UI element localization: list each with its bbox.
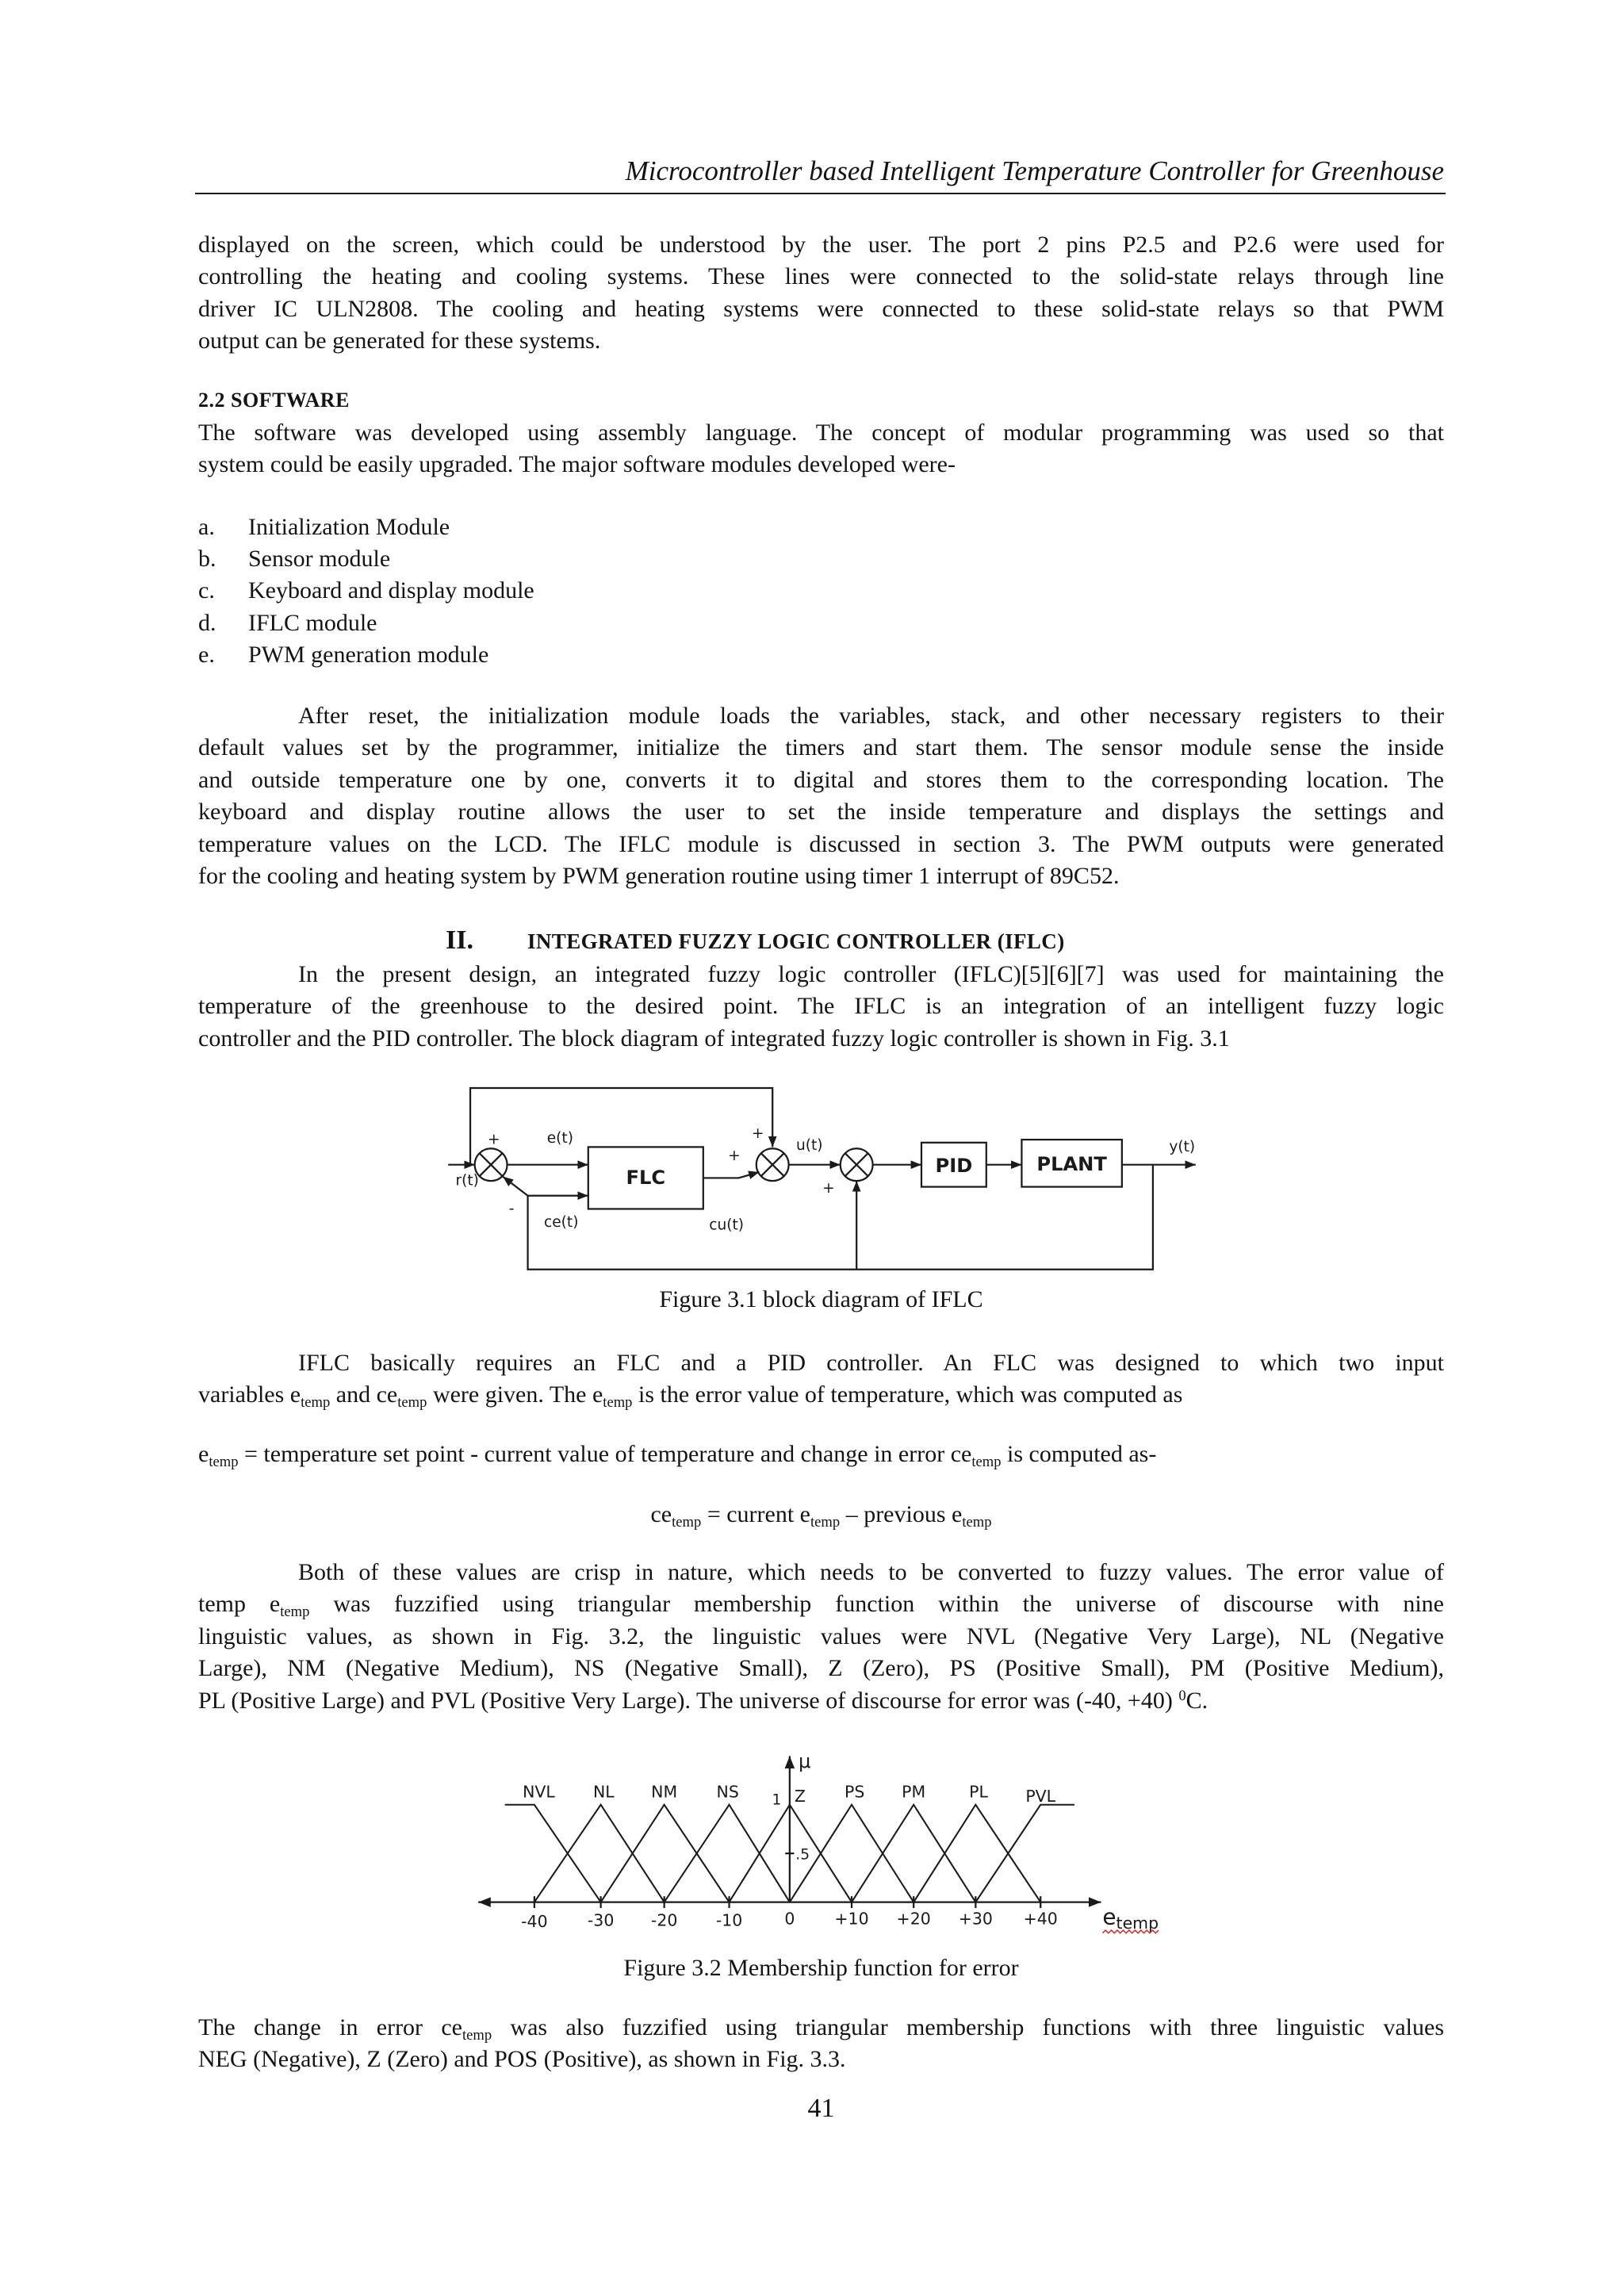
page-number: 41 — [807, 2094, 835, 2123]
text-segment: PL (Positive Large) and PVL (Positive Very Large). The universe of discourse for error was (-40, +40) — [198, 1687, 1179, 1714]
membership-pm — [852, 1805, 975, 1902]
plant-block-label: PLANT — [1036, 1153, 1107, 1176]
list-item — [198, 543, 1444, 575]
paragraph-line: default values set by the programmer, initialize the timers and start them. The sensor module sense the inside — [198, 734, 1444, 761]
paragraph-line: Large), NM (Negative Medium), NS (Negative Small), Z (Zero), PS (Positive Small), PM (Positive Medium), — [198, 1655, 1444, 1682]
list-label: Sensor module — [248, 546, 391, 573]
paragraph-line: displayed on the screen, which could be understood by the user. The port 2 pins P2.5 and P2.6 were used for — [198, 232, 1444, 258]
flc-output-label: cu(t) — [709, 1216, 745, 1234]
paragraph-line — [198, 1685, 1444, 1717]
list-marker: e. — [198, 641, 215, 668]
list-marker: b. — [198, 546, 216, 573]
text-segment: and ce — [330, 1381, 398, 1408]
membership-function-figure — [469, 1747, 1170, 1942]
text-segment: variables e — [198, 1381, 301, 1408]
x-tick-label: -30 — [587, 1910, 615, 1930]
paragraph — [198, 959, 1444, 1055]
list-marker: d. — [198, 609, 216, 636]
feedback-to-junction-1 — [503, 1177, 528, 1196]
paragraph-line — [198, 2012, 1444, 2044]
membership-pl — [914, 1805, 1040, 1902]
text-segment: = current e — [701, 1501, 810, 1527]
y-value-one: 1 — [772, 1791, 782, 1809]
text-segment: = temperature set point - current value of temperature and change in error ce — [238, 1441, 972, 1467]
x-tick-label: 0 — [784, 1909, 795, 1929]
plus-sign: + — [751, 1125, 764, 1143]
membership-nm — [601, 1805, 730, 1902]
plus-sign: + — [728, 1148, 741, 1165]
paragraph-line: The software was developed using assembly language. The concept of modular programming was used so that — [198, 420, 1444, 446]
paragraph-line: system could be easily upgraded. The major software modules developed were- — [198, 451, 956, 478]
set-label: PL — [969, 1782, 988, 1802]
paragraph-line: linguistic values, as shown in Fig. 3.2, the linguistic values were NVL (Negative Very Large), NL (Negative — [198, 1623, 1444, 1649]
list-item — [198, 607, 1444, 639]
x-tick-label: +40 — [1023, 1909, 1058, 1929]
block-diagram-figure — [443, 1078, 1211, 1277]
paragraph-line: keyboard and display routine allows the user to set the inside temperature and displays the settings and — [198, 799, 1444, 826]
list-item — [198, 511, 1444, 543]
y-value-half: .5 — [795, 1846, 810, 1864]
control-signal-label: u(t) — [795, 1137, 823, 1155]
running-title: Microcontroller based Intelligent Temperature Controller for Greenhouse — [625, 155, 1444, 186]
x-tick-label: -20 — [650, 1910, 678, 1930]
paragraph-line: controlling the heating and cooling systems. These lines were connected to the solid-state relays through line — [198, 263, 1444, 290]
paragraph-line: driver IC ULN2808. The cooling and heating systems were connected to these solid-state relays so that PWM — [198, 295, 1444, 322]
section-title: INTEGRATED FUZZY LOGIC CONTROLLER (IFLC) — [527, 929, 1065, 953]
set-label: NM — [651, 1782, 678, 1802]
output-signal-label: y(t) — [1169, 1138, 1196, 1155]
section-numeral: II. — [446, 925, 473, 955]
flc-block-label: FLC — [626, 1166, 666, 1189]
subscript: temp — [603, 1394, 633, 1412]
paragraph — [198, 1347, 1444, 1412]
paragraph-line — [198, 1588, 1444, 1620]
x-tick-label: -10 — [715, 1910, 743, 1930]
minus-sign: - — [508, 1201, 515, 1218]
change-in-error-label: ce(t) — [544, 1213, 579, 1231]
equation-error — [198, 1439, 1444, 1470]
set-label: PS — [845, 1782, 865, 1802]
paragraph-line: temperature values on the LCD. The IFLC module is discussed in section 3. The PWM outputs were generated — [198, 830, 1444, 857]
text-segment: temp e — [198, 1591, 281, 1618]
paragraph — [198, 417, 1444, 481]
set-label: PM — [902, 1782, 926, 1802]
paragraph — [198, 229, 1444, 358]
error-signal-label: e(t) — [546, 1129, 573, 1147]
y-axis-label: μ — [799, 1750, 811, 1773]
list-label: IFLC module — [248, 609, 377, 636]
plus-sign: + — [822, 1180, 835, 1197]
list-marker: c. — [198, 577, 215, 604]
paragraph-line: controller and the PID controller. The block diagram of integrated fuzzy logic controller is shown in Fig. 3.1 — [198, 1025, 1230, 1052]
plus-sign: + — [488, 1131, 500, 1148]
x-axis-label — [1102, 1903, 1159, 1933]
paragraph-line: output can be generated for these systems. — [198, 328, 601, 354]
module-list — [198, 511, 1444, 671]
feedforward-line — [470, 1088, 772, 1165]
subscript: temp — [280, 1603, 310, 1621]
caption-text: Figure 3.2 Membership function for error — [623, 1955, 1019, 1981]
paragraph — [198, 1557, 1444, 1717]
paragraph-line: In the present design, an integrated fuzzy logic controller (IFLC)[5][6][7] was used for maintaining the — [298, 961, 1444, 987]
set-label: Z — [794, 1787, 806, 1806]
paragraph-line: NEG (Negative), Z (Zero) and POS (Positive), as shown in Fig. 3.3. — [198, 2046, 846, 2073]
text-segment: C. — [1185, 1687, 1208, 1714]
paragraph-line: Both of these values are crisp in nature, which needs to be converted to fuzzy values. The error value of — [298, 1559, 1444, 1585]
text-segment: were given. The e — [427, 1381, 603, 1408]
figure-caption — [198, 1952, 1444, 1984]
subsection-heading: 2.2 SOFTWARE — [198, 389, 350, 412]
paragraph-line: for the cooling and heating system by PWM generation routine using timer 1 interrupt of 89C52. — [198, 862, 1120, 889]
text-segment: is the error value of temperature, which was computed as — [632, 1381, 1183, 1408]
subscript: temp — [971, 1453, 1002, 1470]
paragraph-line: After reset, the initialization module loads the variables, stack, and other necessary registers to their — [298, 703, 1444, 729]
paragraph — [198, 2012, 1444, 2076]
subscript: temp — [301, 1394, 331, 1412]
subscript: temp — [462, 2026, 492, 2044]
x-tick-label: +10 — [834, 1909, 869, 1929]
text-segment: The change in error ce — [198, 2014, 462, 2040]
text-segment: was fuzzified using triangular membership function within the universe of discourse with nine — [309, 1591, 1444, 1618]
paragraph-line — [198, 1379, 1444, 1411]
x-axis-label-subscript: temp — [1116, 1914, 1159, 1933]
membership-nl — [534, 1805, 665, 1902]
x-tick-label: -40 — [521, 1912, 548, 1932]
list-label: PWM generation module — [248, 641, 489, 668]
text-segment: – previous e — [840, 1501, 963, 1527]
equation-change-in-error — [198, 1499, 1444, 1531]
subscript: temp — [672, 1513, 702, 1531]
set-label: NVL — [523, 1782, 555, 1802]
subscript: temp — [209, 1453, 239, 1470]
superscript: 0 — [1178, 1687, 1186, 1704]
x-tick-label: +30 — [958, 1909, 993, 1929]
text-segment: ce — [650, 1501, 672, 1527]
equation-line — [198, 1439, 1444, 1470]
list-item — [198, 575, 1444, 607]
set-label: NS — [716, 1782, 739, 1802]
paragraph — [198, 700, 1444, 892]
paragraph-line: temperature of the greenhouse to the desired point. The IFLC is an integration of an intelligent fuzzy logic — [198, 993, 1444, 1020]
list-marker: a. — [198, 514, 215, 540]
x-axis-label-main: e — [1102, 1903, 1116, 1930]
text-segment: was also fuzzified using triangular membership functions with three linguistic values — [492, 2014, 1444, 2040]
list-label: Keyboard and display module — [248, 577, 534, 604]
subscript: temp — [397, 1394, 427, 1412]
subscript: temp — [810, 1513, 841, 1531]
header-rule — [195, 193, 1446, 194]
paragraph-line: IFLC basically requires an FLC and a PID controller. An FLC was designed to which two input — [298, 1350, 1444, 1376]
reference-signal-label: r(t) — [455, 1172, 479, 1190]
flc-output-line — [703, 1172, 760, 1178]
membership-ns — [665, 1805, 790, 1902]
list-item — [198, 639, 1444, 671]
x-tick-label: +20 — [896, 1909, 931, 1929]
pid-block-label: PID — [935, 1154, 973, 1177]
subscript: temp — [962, 1513, 992, 1531]
figure-caption — [198, 1284, 1444, 1316]
membership-pvl — [975, 1805, 1074, 1902]
list-label: Initialization Module — [248, 514, 450, 540]
set-label: PVL — [1025, 1787, 1056, 1806]
feedback-line — [528, 1165, 1153, 1270]
membership-nvl — [505, 1805, 601, 1902]
set-label: NL — [592, 1782, 615, 1802]
paragraph-line: and outside temperature one by one, converts it to digital and stores them to the corresponding location. The — [198, 766, 1444, 793]
text-segment: e — [198, 1441, 209, 1467]
section-heading — [446, 925, 1065, 956]
caption-text: Figure 3.1 block diagram of IFLC — [659, 1286, 983, 1312]
equation-line — [198, 1499, 1444, 1531]
text-segment: is computed as- — [1001, 1441, 1157, 1467]
